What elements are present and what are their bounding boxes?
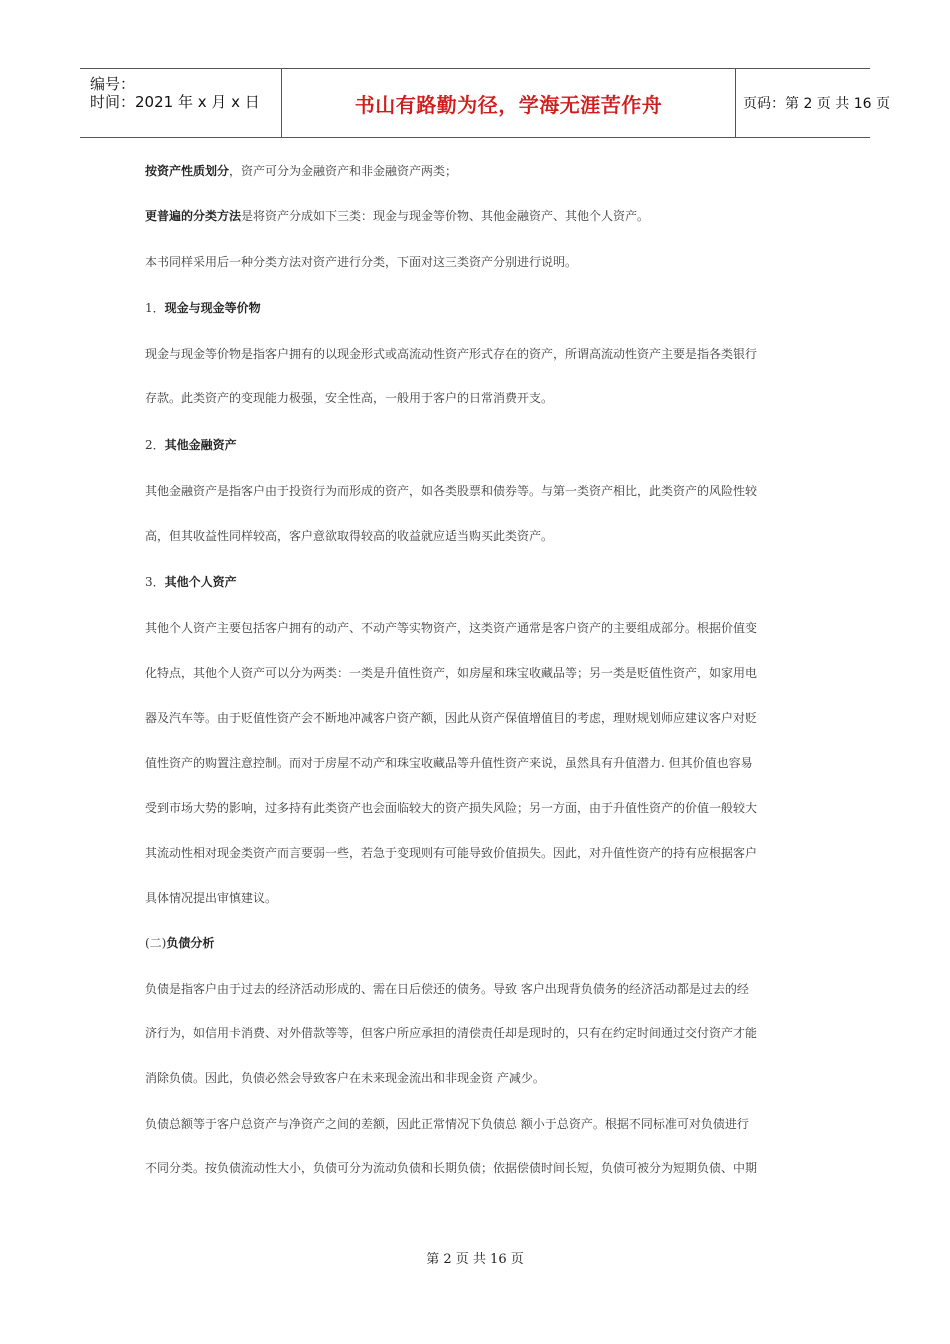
document-number: 编号： [90,75,136,93]
header-motto-cell [281,69,736,137]
paragraph-financial-line1: 其他金融资产是指客户由于投资行为而形成的资产，如各类股票和债券等。与第一类资产相比，此类资产的风险性较 [145,484,758,498]
paragraph-personal-line5: 受到市场大势的影响，过多持有此类资产也会面临较大的资产损失风险；另一方面，由于升值性资产的价值一般较大 [145,801,758,815]
paragraph-personal-line7: 具体情况提出审慎建议。 [145,891,278,905]
paragraph-cash-line1: 现金与现金等价物是指客户拥有的以现金形式或高流动性资产形式存在的资产，所谓高流动性资产主要是指各类银行 [145,347,758,361]
paragraph-liability-line2: 济行为，如信用卡消费、对外借款等等，但客户所应承担的清偿责任却是现时的，只有在约定时间通过交付资产才能 [145,1026,758,1040]
heading-cash: 1．现金与现金等价物 [145,301,261,315]
paragraph-personal-line6: 其流动性相对现金类资产而言要弱一些，若急于变现则有可能导致价值损失。因此，对升值性资产的持有应根据客户 [145,846,758,860]
header-meta [80,69,280,137]
paragraph-personal-line2: 化特点，其他个人资产可以分为两类：一类是升值性资产，如房屋和珠宝收藏品等；另一类是贬值性资产，如家用电 [145,666,758,680]
heading-other-personal: 3．其他个人资产 [145,575,237,589]
paragraph-personal-line4: 值性资产的购置注意控制。而对于房屋不动产和珠宝收藏品等升值性资产来说，虽然具有升值潜力. 但其价值也容易 [145,756,753,770]
heading-other-financial: 2．其他金融资产 [145,438,237,452]
paragraph-liability-line3: 消除负债。因此，负债必然会导致客户在未来现金流出和非现金资 产减少。 [145,1071,545,1085]
paragraph-total-liability-line2: 不同分类。按负债流动性大小，负债可分为流动负债和长期负债；依据偿债时间长短，负债可被分为短期负债、中期 [145,1161,758,1175]
paragraph-financial-line2: 高，但其收益性同样较高，客户意欲取得较高的收益就应适当购买此类资产。 [145,529,554,543]
header-motto: 书山有路勤为径，学海无涯苦作舟 [354,92,663,117]
paragraph-intro: 本书同样采用后一种分类方法对资产进行分类，下面对这三类资产分别进行说明。 [145,255,578,269]
page-header [80,68,890,138]
header-page-number: 页码：第 2 页 共 16 页 [743,96,890,112]
page-footer: 第 2 页 共 16 页 [426,1252,524,1267]
paragraph-personal-line3: 器及汽车等。由于贬值性资产会不断地冲减客户资产额，因此从资产保值增值目的考虑，理财规划师应建议客户对贬 [145,711,758,725]
heading-liability: (二)负债分析 [145,936,215,950]
paragraph-asset-nature: 按资产性质划分，资产可分为金融资产和非金融资产两类； [145,164,458,178]
paragraph-personal-line1: 其他个人资产主要包括客户拥有的动产、不动产等实物资产，这类资产通常是客户资产的主要组成部分。根据价值变 [145,621,758,635]
paragraph-total-liability-line1: 负债总额等于客户总资产与净资产之间的差额，因此正常情况下负债总 额小于总资产。根据不同标准可对负债进行 [145,1117,749,1131]
paragraph-liability-line1: 负债是指客户由于过去的经济活动形成的、需在日后偿还的债务。导致 客户出现背负债务的经济活动都是过去的经 [145,982,749,996]
paragraph-cash-line2: 存款。此类资产的变现能力极强，安全性高，一般用于客户的日常消费开支。 [145,391,554,405]
paragraph-common-classification: 更普遍的分类方法是将资产分成如下三类：现金与现金等价物、其他金融资产、其他个人资产。 [145,209,650,223]
document-date: 时间：2021 年 x 月 x 日 [90,93,260,111]
